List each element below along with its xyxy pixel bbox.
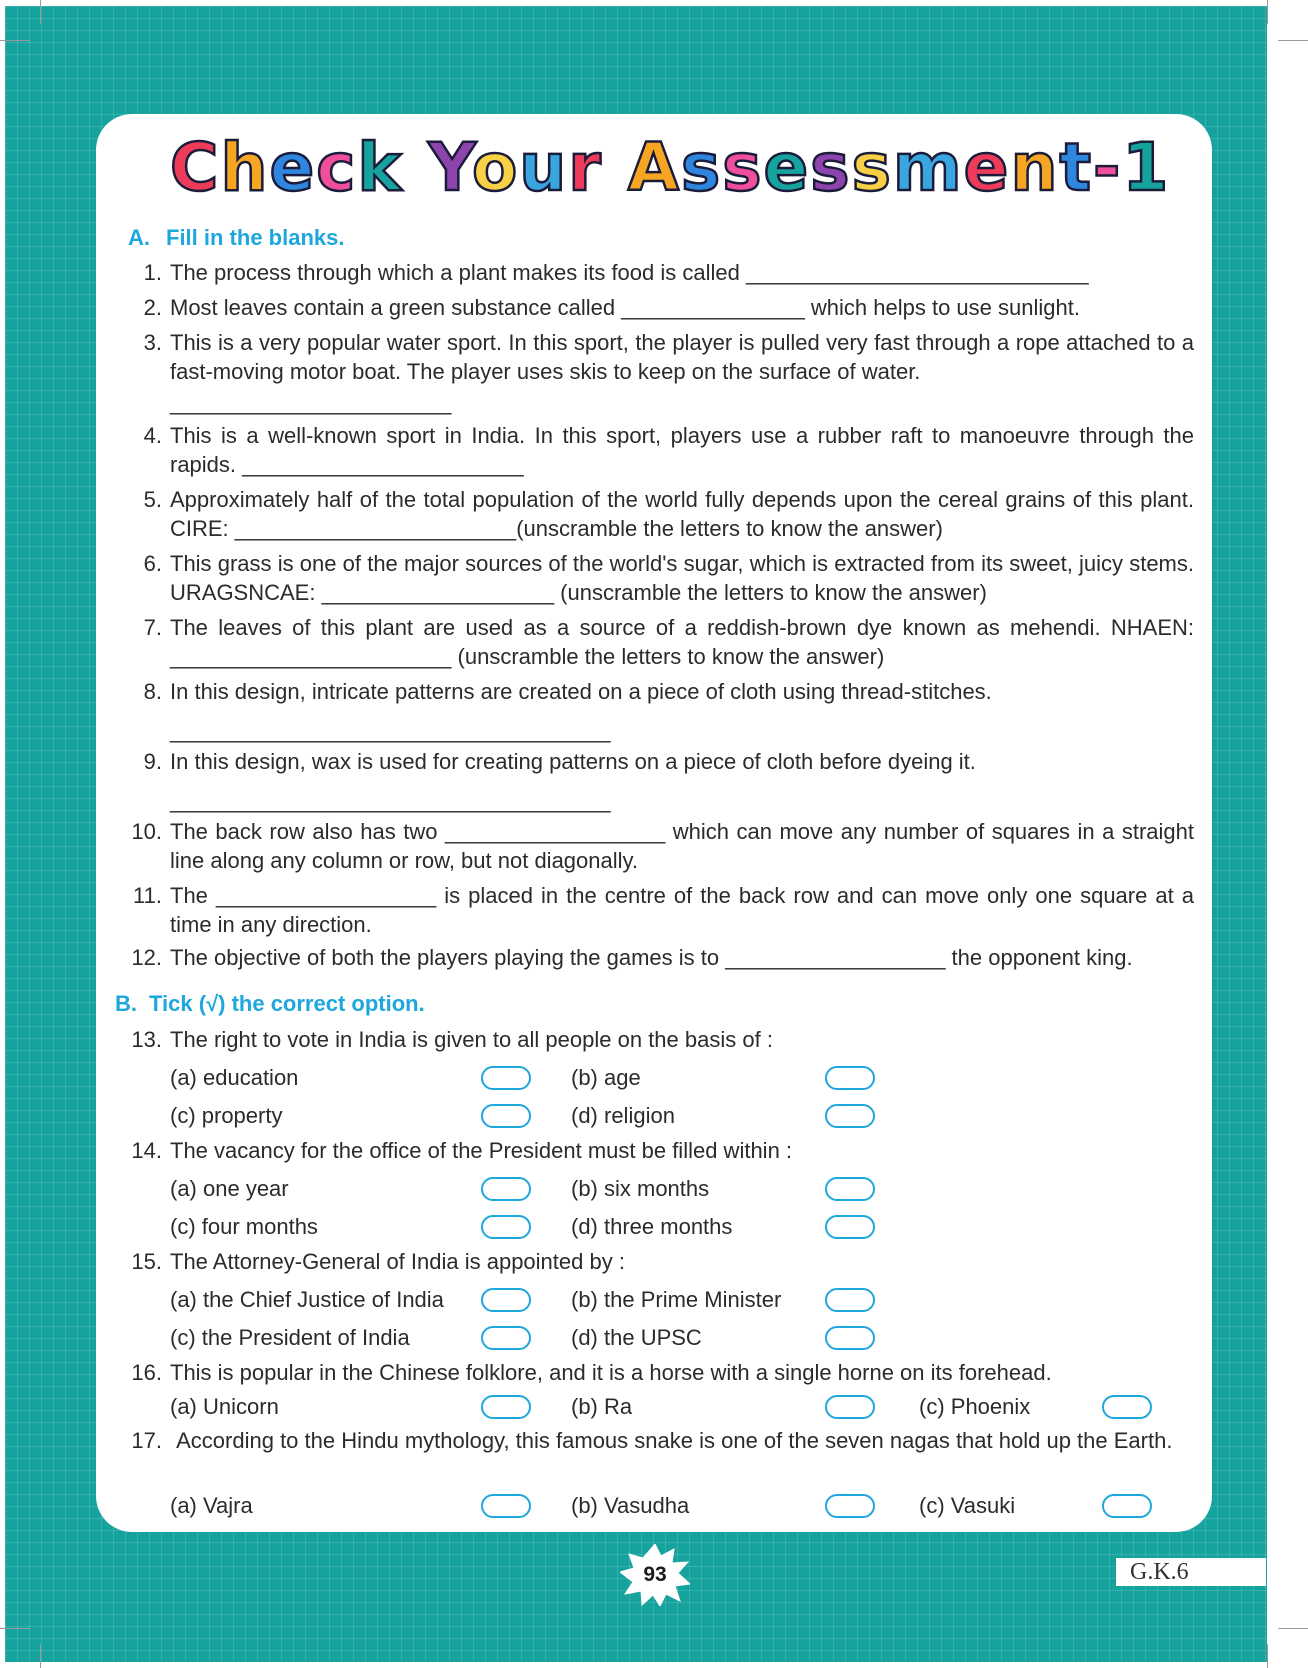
section-a-letter: A. [128, 225, 150, 250]
question-number: 5. [143, 487, 162, 512]
tick-box[interactable] [825, 1494, 875, 1518]
crop-mark [1267, 0, 1268, 24]
section-a-heading [128, 224, 344, 252]
title-letter: s [680, 129, 723, 206]
tick-box[interactable] [481, 1326, 531, 1350]
tick-box[interactable] [481, 1288, 531, 1312]
question-text: Approximately half of the total population of the world fully depends upon the cereal grains of this plant. CIRE: _______________________(unscramble the letters to know the answer) [170, 487, 1194, 541]
tick-box[interactable] [481, 1177, 531, 1201]
crop-mark [1278, 1628, 1308, 1629]
title-letter: Y [428, 129, 472, 206]
page-number: 93 [643, 1563, 667, 1586]
tick-box[interactable] [825, 1104, 875, 1128]
title-letter: u [519, 129, 569, 206]
crop-mark [40, 0, 41, 24]
question-number: 17. [131, 1428, 162, 1453]
title-letter: s [851, 129, 893, 206]
title-letter: e [963, 129, 1011, 206]
crop-mark [1278, 40, 1308, 41]
question-text: This is a very popular water sport. In this sport, the player is pulled very fast through a rope attached to a fast-moving motor boat. The player uses skis to keep on the surface of water. [170, 330, 1194, 384]
question-number: 12. [131, 945, 162, 970]
tick-box[interactable] [481, 1104, 531, 1128]
question-number: 16. [131, 1360, 162, 1385]
question-text: The Attorney-General of India is appointed by : [170, 1249, 625, 1274]
option-17a: (a) Vajra [170, 1493, 253, 1518]
question-number: 13. [131, 1027, 162, 1052]
question-number: 10. [131, 819, 162, 844]
option-17c: (c) Vasuki [919, 1493, 1016, 1518]
title-letter: A [627, 129, 681, 206]
book-code: G.K.6 [1116, 1558, 1266, 1586]
question-number: 11. [133, 883, 162, 908]
option-16c: (c) Phoenix [919, 1394, 1031, 1419]
title-letter: 1 [1122, 129, 1171, 206]
title-letter: h [220, 129, 270, 206]
option-14c: (c) four months [170, 1214, 318, 1239]
question-number: 2. [143, 295, 162, 320]
option-13c: (c) property [170, 1103, 283, 1128]
tick-box[interactable] [481, 1395, 531, 1419]
section-b-letter: B. [115, 991, 137, 1016]
tick-box[interactable] [825, 1326, 875, 1350]
question-text: This grass is one of the major sources of the world's sugar, which is extracted from its sweet, juicy stems. URAGSNCAE: ___________________ (unscramble the letters to know the answer) [170, 551, 1194, 605]
question-text: Most leaves contain a green substance called _______________ which helps to use sunlight. [170, 295, 1080, 320]
title-letter: r [568, 129, 603, 206]
crop-mark [0, 1628, 30, 1629]
crop-mark [40, 1644, 41, 1668]
title-letter [603, 129, 628, 206]
option-15b: (b) the Prime Minister [571, 1287, 782, 1312]
page-title [170, 126, 1171, 210]
tick-box[interactable] [481, 1215, 531, 1239]
title-letter: - [1093, 129, 1123, 206]
question-number: 14. [131, 1138, 162, 1163]
crop-mark [1267, 1644, 1268, 1668]
question-text: This is popular in the Chinese folklore, and it is a horse with a single horne on its forehead. [170, 1360, 1052, 1385]
question-text: The vacancy for the office of the President must be filled within : [170, 1138, 793, 1163]
option-13a: (a) education [170, 1065, 299, 1090]
question-text: This is a well-known sport in India. In this sport, players use a rubber raft to manoeuvre through the rapids. _______________________ [170, 423, 1194, 477]
option-14b: (b) six months [571, 1176, 710, 1201]
option-13b: (b) age [571, 1065, 641, 1090]
question-number: 4. [143, 423, 162, 448]
section-b-heading [115, 990, 425, 1018]
option-15d: (d) the UPSC [571, 1325, 702, 1350]
title-letter: e [269, 129, 317, 206]
tick-box[interactable] [481, 1494, 531, 1518]
question-text: According to the Hindu mythology, this famous snake is one of the seven nagas that hold up the Earth. [170, 1428, 1173, 1453]
question-number: 6. [143, 551, 162, 576]
tick-box[interactable] [825, 1215, 875, 1239]
tick-box[interactable] [825, 1395, 875, 1419]
option-14a: (a) one year [170, 1176, 289, 1201]
question-text: The __________________ is placed in the centre of the back row and can move only one square at a time in any direction. [170, 883, 1194, 937]
tick-box[interactable] [825, 1288, 875, 1312]
title-letter: n [1010, 129, 1060, 206]
question-number: 8. [143, 679, 162, 704]
crop-mark [0, 40, 30, 41]
title-letter: e [763, 129, 811, 206]
option-15a: (a) the Chief Justice of India [170, 1287, 444, 1312]
option-15c: (c) the President of India [170, 1325, 410, 1350]
answer-line: ____________________________________ [170, 788, 611, 813]
answer-line: _______________________ [170, 390, 452, 415]
question-text: The process through which a plant makes its food is called ____________________________ [170, 260, 1089, 285]
section-a-title: Fill in the blanks. [166, 225, 345, 250]
question-number: 15. [131, 1249, 162, 1274]
title-letter: m [892, 129, 964, 206]
question-text: In this design, intricate patterns are created on a piece of cloth using thread-stitches. [170, 679, 992, 704]
question-text: The right to vote in India is given to all people on the basis of : [170, 1027, 773, 1052]
option-17b: (b) Vasudha [571, 1493, 690, 1518]
answer-line: ____________________________________ [170, 718, 611, 743]
tick-box[interactable] [1102, 1395, 1152, 1419]
question-number: 9. [143, 749, 162, 774]
question-number: 3. [143, 330, 162, 355]
title-letter: s [722, 129, 764, 206]
question-text: The objective of both the players playing the games is to __________________ the opponent king. [170, 945, 1133, 970]
title-letter: k [357, 129, 404, 206]
tick-box[interactable] [825, 1066, 875, 1090]
title-letter: C [170, 129, 221, 206]
question-number: 7. [143, 615, 162, 640]
option-14d: (d) three months [571, 1214, 733, 1239]
option-13d: (d) religion [571, 1103, 675, 1128]
title-letter: s [810, 129, 852, 206]
question-text: In this design, wax is used for creating patterns on a piece of cloth before dyeing it. [170, 749, 976, 774]
title-letter: o [471, 129, 520, 206]
tick-box[interactable] [825, 1177, 875, 1201]
tick-box[interactable] [1102, 1494, 1152, 1518]
option-16a: (a) Unicorn [170, 1394, 279, 1419]
title-letter [403, 129, 428, 206]
tick-box[interactable] [481, 1066, 531, 1090]
question-number: 1. [143, 260, 162, 285]
option-16b: (b) Ra [571, 1394, 633, 1419]
question-text: The leaves of this plant are used as a source of a reddish-brown dye known as mehendi. NHAEN: _______________________ (unscramble the letters to know the answer) [170, 615, 1194, 669]
title-letter: c [316, 129, 358, 206]
title-letter: t [1059, 129, 1093, 206]
section-b-title: Tick (√) the correct option. [149, 991, 425, 1016]
question-text: The back row also has two __________________ which can move any number of squares in a straight line along any column or row, but not diagonally. [170, 819, 1194, 873]
